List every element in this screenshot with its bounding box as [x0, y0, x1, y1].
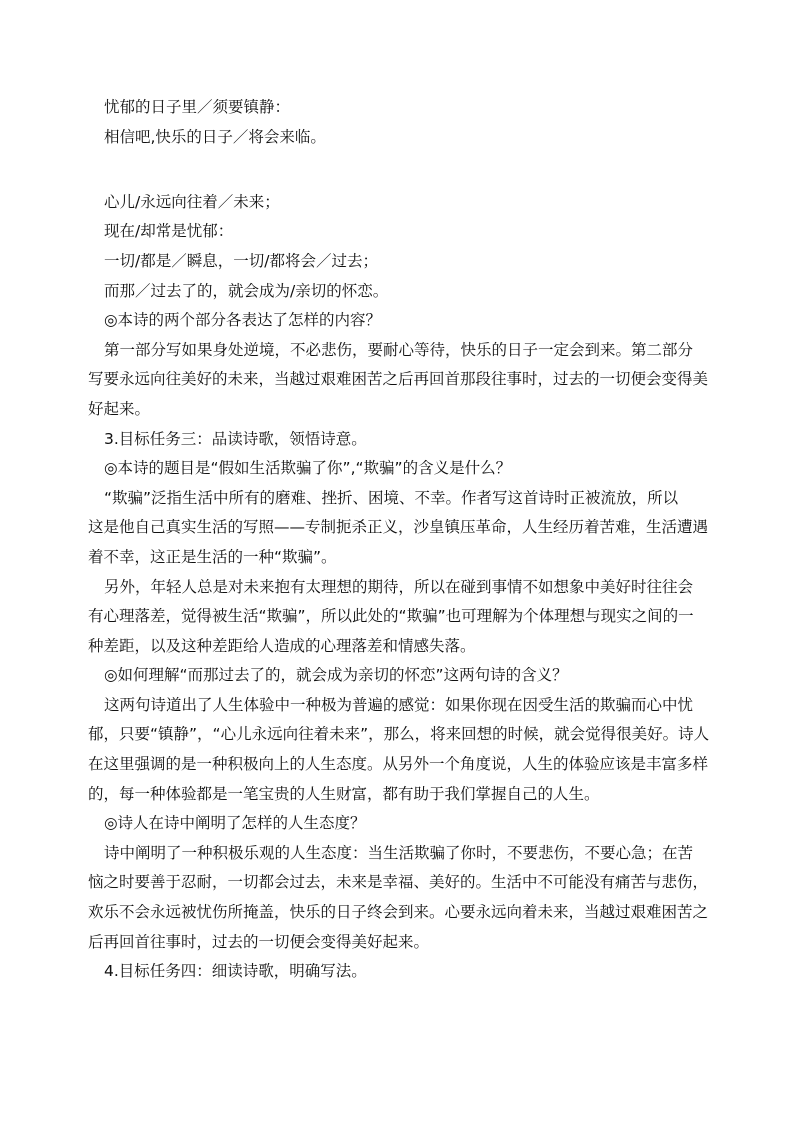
answer-line: 写要永远向往美好的未来，当越过艰难困苦之后再回首那段往事时，过去的一切便会变得美 — [88, 370, 709, 389]
answer-line: 另外，年轻人总是对未来抱有太理想的期待，所以在碰到事情不如想象中美好时往往会 — [104, 577, 694, 596]
question-heading: ◎本诗的两个部分各表达了怎样的内容？ — [104, 311, 382, 330]
poem-line: 心儿/永远向往着／未来； — [104, 192, 280, 211]
question-heading: ◎诗人在诗中阐明了怎样的人生态度？ — [104, 814, 366, 833]
answer-line: 郁，只要“镇静”，“心儿永远向往着未来”，那么，将来回想的时候，就会觉得很美好。诗人 — [88, 725, 710, 744]
poem-line: 忧郁的日子里／须要镇静： — [104, 98, 291, 116]
answer-line: 第一部分写如果身处逆境，不必悲伤，要耐心等待，快乐的日子一定会到来。第二部分 — [104, 340, 694, 359]
answer-line: “欺骗”泛指生活中所有的磨难、挫折、困境、不幸。作者写这首诗时正被流放，所以 — [104, 488, 679, 507]
task-heading: 4.目标任务四：细读诗歌，明确写法。 — [104, 962, 367, 981]
poem-line: 一切/都是／瞬息，一切/都将会／过去； — [104, 251, 378, 270]
stanza-gap — [104, 152, 694, 182]
answer-line: 有心理落差，觉得被生活“欺骗”，所以此处的“欺骗”也可理解为个体理想与现实之间的一 — [88, 607, 694, 626]
answer-line: 诗中阐明了一种积极乐观的人生态度：当生活欺骗了你时，不要悲伤，不要心急；在苦 — [104, 843, 694, 862]
answer-line: 着不幸，这正是生活的一种“欺骗”。 — [88, 547, 337, 566]
answer-line: 在这里强调的是一种积极向上的人生态度。从另外一个角度说，人生的体验应该是丰富多样 — [88, 755, 709, 774]
task-heading: 3.目标任务三：品读诗歌，领悟诗意。 — [104, 429, 367, 448]
document-content — [88, 93, 710, 987]
answer-line: 的，每一种体验都是一笔宝贵的人生财富，都有助于我们掌握自己的人生。 — [88, 784, 600, 803]
poem-line: 现在/却常是忧郁： — [104, 222, 234, 241]
question-heading: ◎如何理解“而那过去了的，就会成为亲切的怀恋”这两句诗的含义？ — [104, 666, 568, 685]
answer-line: 欢乐不会永远被忧伤所掩盖，快乐的日子终会到来。心要永远向着未来，当越过艰难困苦之 — [88, 903, 709, 922]
answer-line: 这是他自己真实生活的写照——专制扼杀正义，沙皇镇压革命，人生经历着苦难，生活遭遇 — [88, 518, 709, 537]
poem-line: 而那／过去了的，就会成为/亲切的怀恋。 — [104, 281, 389, 300]
answer-line: 种差距，以及这种差距给人造成的心理落差和情感失落。 — [88, 636, 476, 655]
poem-line: 相信吧,快乐的日子／将会来临。 — [104, 127, 326, 146]
answer-line: 这两句诗道出了人生体验中一种极为普遍的感觉：如果你现在因受生活的欺骗而心中忧 — [104, 695, 694, 714]
answer-line: 恼之时要善于忍耐，一切都会过去，未来是幸福、美好的。生活中不可能没有痛苦与悲伤， — [88, 873, 709, 892]
answer-line: 后再回首往事时，过去的一切便会变得美好起来。 — [88, 932, 430, 951]
answer-line: 好起来。 — [88, 399, 151, 418]
question-heading: ◎本诗的题目是“假如生活欺骗了你”,“欺骗”的含义是什么？ — [104, 459, 512, 478]
